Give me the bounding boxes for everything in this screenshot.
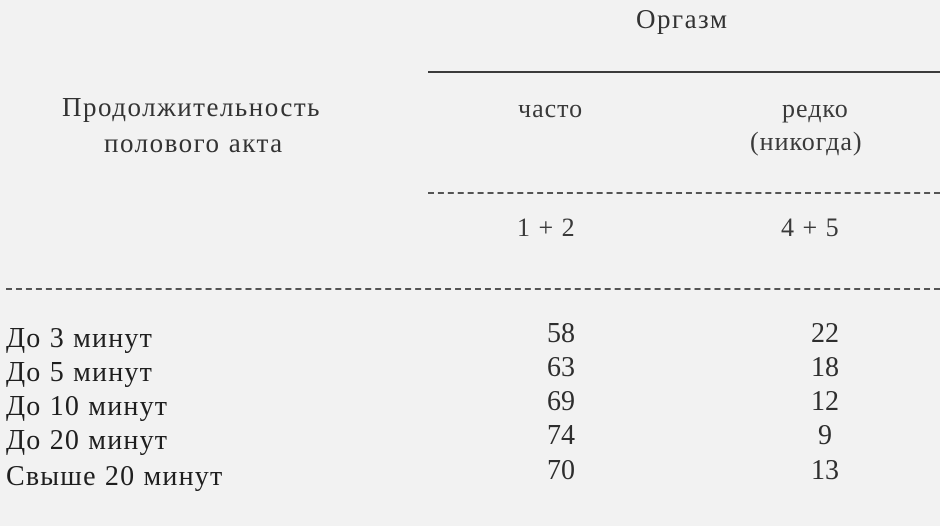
col-rarely-label-line2: (никогда) bbox=[750, 127, 863, 156]
cell-often: 58 bbox=[547, 318, 575, 349]
cell-often: 74 bbox=[547, 420, 575, 451]
header-divider bbox=[428, 192, 940, 194]
row-header-line1: Продолжительность bbox=[62, 92, 321, 122]
cell-often: 70 bbox=[547, 455, 575, 486]
cell-rarely: 9 bbox=[818, 420, 832, 451]
group-divider bbox=[428, 71, 940, 73]
cell-often: 69 bbox=[547, 386, 575, 417]
cell-rarely: 12 bbox=[811, 386, 839, 417]
col-often-label: часто bbox=[518, 94, 584, 123]
cell-often: 63 bbox=[547, 352, 575, 383]
cell-rarely: 13 bbox=[811, 455, 839, 486]
row-label: До 3 минут bbox=[6, 323, 154, 354]
col-rarely-code: 4 + 5 bbox=[781, 213, 840, 242]
row-label: До 5 минут bbox=[6, 357, 154, 388]
col-often-code: 1 + 2 bbox=[517, 213, 576, 242]
row-label: До 10 минут bbox=[6, 391, 169, 422]
col-rarely-label-line1: редко bbox=[782, 94, 849, 123]
cell-rarely: 18 bbox=[811, 352, 839, 383]
column-group-title: Оргазм bbox=[636, 4, 729, 34]
row-label: Свыше 20 минут bbox=[6, 461, 224, 492]
table-head-rule bbox=[6, 288, 940, 290]
cell-rarely: 22 bbox=[811, 318, 839, 349]
row-label: До 20 минут bbox=[6, 425, 169, 456]
row-header-line2: полового акта bbox=[104, 128, 284, 158]
